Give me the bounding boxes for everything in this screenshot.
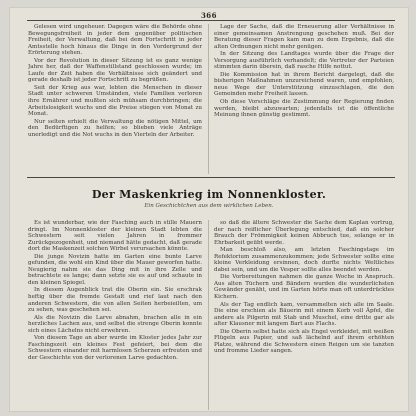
paragraph: Die junge Novizin hatte im Garten eine bunte Larve gefunden, die wohl ein Kind über die Mauer geworfen hatte. Neugierig nahm sie das Ding mit in ihre Zelle und betrachtete es lange; dann setzte sie es auf und schaute in den kleinen Spiegel.: [28, 253, 202, 286]
upper-right-column: [214, 24, 394, 174]
article-subtitle: Ein Geschichtchen aus dem wirklichen Leben.: [144, 203, 274, 209]
paragraph: Die Oberin selbst hatte sich als Engel verkleidet, mit weißen Flügeln aus Papier, und saß lächelnd auf ihrem erhöhten Platze, während die Schwestern einen Reigen um sie tanzten und fromme Lieder sangen.: [214, 328, 394, 355]
article-title: Der Maskenkrieg im Nonnenkloster.: [91, 188, 327, 201]
paragraph: Nur selten erhielt die Verwaltung die nötigen Mittel, um den Bedürftigen zu helfen; so blieben viele Anträge unerledigt und die Not wuchs in den Vierteln der Arbeiter.: [28, 118, 202, 138]
paragraph: Ob diese Vorschläge die Zustimmung der Regierung finden werden, bleibt abzuwarten; jedenfalls ist die öffentliche Meinung ihnen günstig gestimmt.: [214, 99, 394, 119]
column-divider: [208, 24, 209, 174]
lower-right-column: [214, 220, 394, 412]
column-divider: [208, 220, 209, 410]
paragraph: Die Kommission hat in ihrem Bericht dargelegt, daß die bisherigen Maßnahmen unzureichend waren, und empfohlen, neue Wege der Unterstützung einzuschlagen, die den Gemeinden mehr Freiheit lassen.: [214, 71, 394, 98]
paragraph: Lage der Sache, daß die Erneuerung aller Verhältnisse in einer gemeinsamen Anstrengung geschehen muß. Bei der Beratung dieser Fragen kam man zu dem Ergebnis, daß die alten Ordnungen nicht mehr genügen.: [214, 24, 394, 50]
paragraph: Seit der Krieg aus war, lebten die Menschen in dieser Stadt unter schweren Umständen, viele Familien verloren ihre Ernährer und mußten sich mühsam durchbringen; die Arbeitslosigkeit wuchs und die Preise stiegen von Monat zu Monat.: [28, 84, 202, 118]
paragraph: Gelesen wird ungeheuer. Dagegen wäre die Behörde ohne Bewegungsfreiheit in jeder dem gegenüber politischen Freiheit, der Verwaltung, daß bei dem Fortschritt in jeder Amtsstelle hoch hinaus die Dinge in den Vordergrund der Erörterung stehen.: [28, 24, 202, 57]
upper-left-column: [28, 24, 202, 174]
paragraph: Man beschloß also, am letzten Faschingstage im Refektorium zusammenzukommen; jede Schwester sollte eine kleine Verkleidung ersinnen, doch durfte nichts Weltliches dabei sein, und um die Vesper sollte alles beendet werden.: [214, 247, 394, 273]
paragraph: In diesem Augenblick trat die Oberin ein. Sie erschrak heftig über die fremde Gestalt und rief laut nach den anderen Schwestern, die von allen Seiten herbeieilten, um zu sehen, was geschehen sei.: [28, 287, 202, 314]
paragraph: so daß die ältere Schwester die Sache dem Kaplan vortrug, der nach reiflicher Überlegung entschied, daß ein solcher Brauch der Frömmigkeit keinen Abbruch tue, solange er in Ehrbarkeit geübt werde.: [214, 220, 394, 246]
paragraph: Als der Tag endlich kam, versammelten sich alle im Saale. Die eine erschien als Bäuerin mit einem Korb voll Äpfel, die andere als Pilgerin mit Stab und Muschel, eine dritte gar als alter Klausner mit langem Bart aus Flachs.: [214, 301, 394, 328]
paragraph: Als die Novizin die Larve abnahm, brachen alle in ein herzliches Lachen aus, und selbst die strenge Oberin konnte sich eines Lächelns nicht erwehren.: [28, 314, 202, 334]
page-number: 366: [200, 11, 218, 20]
lower-left-column: [28, 220, 202, 412]
paragraph: Von diesem Tage an aber wurde im Kloster jedes Jahr zur Faschingszeit ein kleines Fest gefeiert, bei dem die Schwestern einander mit harmlosen Scherzen erfreuten und der Geschichte von der verlorenen Larve gedachten.: [28, 335, 202, 361]
paragraph: Die Vorbereitungen nahmen die ganze Woche in Anspruch. Aus alten Tüchern und Bändern wurden die wunderlichsten Gewänder genäht, und im Garten hörte man oft unterdrücktes Kichern.: [214, 274, 394, 301]
section-rule: [27, 177, 395, 178]
header-rule: [27, 20, 395, 21]
newspaper-page: [9, 7, 409, 412]
paragraph: Es ist wunderbar, wie der Fasching auch in stille Mauern dringt. Im Nonnenkloster der kleinen Stadt lebten die Schwestern seit vielen Jahren in frommer Zurückgezogenheit, und niemand hätte gedacht, daß gerade dort die Maskenzeit solchen Wirbel verursachen könnte.: [28, 220, 202, 253]
paragraph: In der Sitzung des Landtages wurde über die Frage der Versorgung ausführlich verhandelt; die Vertreter der Parteien stimmten darin überein, daß rasche Hilfe nottut.: [214, 51, 394, 71]
paragraph: Vor der Revolution in dieser Sitzung ist es ganz wenige Jahre her, daß der Waffenstillstand geschlossen wurde; im Laufe der Zeit haben die Verhältnisse sich geändert und gerade deshalb ist jeder Fortschritt zu begrüßen.: [28, 57, 202, 84]
